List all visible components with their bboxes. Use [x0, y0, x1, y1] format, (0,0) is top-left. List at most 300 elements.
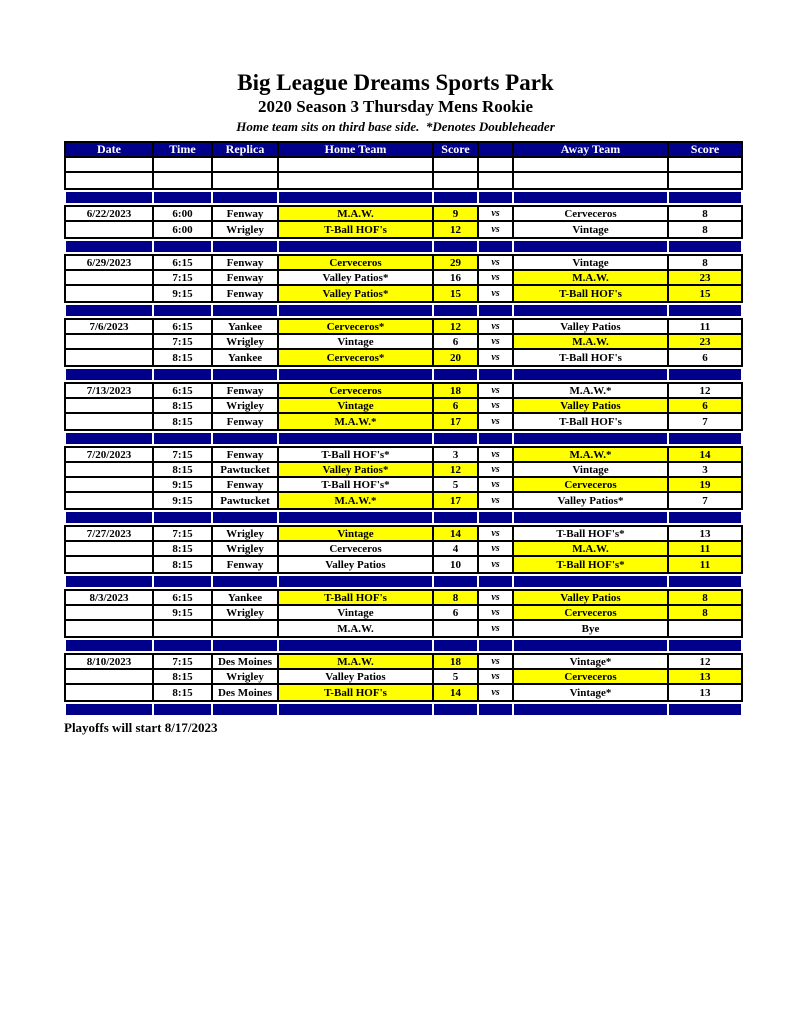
game-row — [66, 286, 741, 301]
away-team-cell: M.A.W.* — [514, 384, 669, 397]
home-team-cell: M.A.W. — [279, 207, 434, 220]
separator-row — [66, 431, 741, 446]
date-cell — [66, 493, 154, 508]
replica-cell: Fenway — [213, 414, 279, 429]
column-header-home-score-cell: Score — [434, 143, 479, 156]
separator-cell — [279, 512, 434, 523]
time-cell — [154, 158, 213, 171]
vs-cell: vs — [479, 207, 514, 220]
separator-cell — [479, 433, 514, 444]
vs-cell: vs — [479, 384, 514, 397]
home-team-cell: Cerveceros — [279, 542, 434, 555]
vs-cell: vs — [479, 320, 514, 333]
replica-cell: Des Moines — [213, 685, 279, 700]
away-score-cell — [669, 173, 741, 188]
separator-cell — [669, 640, 741, 651]
blank-row — [66, 158, 741, 173]
separator-cell — [154, 192, 213, 203]
time-cell: 6:15 — [154, 256, 213, 269]
home-score-cell: 12 — [434, 222, 479, 237]
home-score-cell: 12 — [434, 463, 479, 476]
time-cell: 9:15 — [154, 606, 213, 619]
replica-cell: Fenway — [213, 478, 279, 491]
away-score-cell: 14 — [669, 448, 741, 461]
home-score-cell: 6 — [434, 606, 479, 619]
separator-cell — [154, 576, 213, 587]
separator-cell — [279, 576, 434, 587]
time-cell: 7:15 — [154, 448, 213, 461]
replica-cell — [213, 158, 279, 171]
separator-row — [66, 510, 741, 525]
separator-cell — [514, 576, 669, 587]
home-score-cell — [434, 621, 479, 636]
separator-cell — [514, 369, 669, 380]
time-cell: 7:15 — [154, 527, 213, 540]
away-score-cell: 6 — [669, 399, 741, 412]
away-team-cell: Vintage* — [514, 685, 669, 700]
separator-cell — [669, 305, 741, 316]
separator-cell — [669, 576, 741, 587]
away-team-cell: M.A.W.* — [514, 448, 669, 461]
separator-cell — [479, 369, 514, 380]
replica-cell — [213, 173, 279, 188]
home-team-cell: Valley Patios* — [279, 271, 434, 284]
separator-cell — [669, 433, 741, 444]
home-team-cell: Vintage — [279, 335, 434, 348]
away-team-cell: Vintage* — [514, 655, 669, 668]
home-score-cell: 5 — [434, 478, 479, 491]
separator-cell — [669, 369, 741, 380]
separator-cell — [154, 512, 213, 523]
replica-cell: Des Moines — [213, 655, 279, 668]
away-score-cell: 11 — [669, 320, 741, 333]
separator-cell — [479, 704, 514, 715]
home-team-cell: T-Ball HOF's* — [279, 478, 434, 491]
home-team-cell: Valley Patios* — [279, 463, 434, 476]
replica-cell — [213, 621, 279, 636]
separator-cell — [514, 512, 669, 523]
game-row — [66, 350, 741, 365]
away-team-cell: Vintage — [514, 222, 669, 237]
date-cell — [66, 414, 154, 429]
date-cell: 7/27/2023 — [66, 527, 154, 540]
game-row — [66, 606, 741, 621]
date-cell — [66, 621, 154, 636]
replica-cell: Wrigley — [213, 606, 279, 619]
vs-cell: vs — [479, 542, 514, 555]
separator-cell — [514, 640, 669, 651]
page-title: Big League Dreams Sports Park — [237, 70, 554, 95]
separator-cell — [66, 369, 154, 380]
away-team-cell: Valley Patios — [514, 399, 669, 412]
home-team-cell — [279, 158, 434, 171]
separator-cell — [514, 241, 669, 252]
column-header-date-cell: Date — [66, 143, 154, 156]
separator-cell — [434, 704, 479, 715]
away-score-cell: 13 — [669, 685, 741, 700]
date-cell — [66, 158, 154, 171]
date-cell — [66, 399, 154, 412]
time-cell: 9:15 — [154, 478, 213, 491]
game-row — [66, 414, 741, 429]
away-score-cell: 3 — [669, 463, 741, 476]
separator-cell — [479, 192, 514, 203]
home-score-cell: 10 — [434, 557, 479, 572]
separator-cell — [213, 640, 279, 651]
date-cell — [66, 286, 154, 301]
separator-cell — [66, 241, 154, 252]
away-team-cell: Cerveceros — [514, 670, 669, 683]
away-score-cell: 7 — [669, 414, 741, 429]
separator-cell — [434, 433, 479, 444]
time-cell: 7:15 — [154, 335, 213, 348]
column-header-time-cell: Time — [154, 143, 213, 156]
replica-cell: Wrigley — [213, 335, 279, 348]
replica-cell: Wrigley — [213, 670, 279, 683]
separator-cell — [279, 433, 434, 444]
vs-cell: vs — [479, 527, 514, 540]
game-row — [66, 591, 741, 606]
vs-cell: vs — [479, 414, 514, 429]
game-row — [66, 542, 741, 557]
separator-cell — [514, 192, 669, 203]
home-score-cell: 14 — [434, 527, 479, 540]
away-score-cell: 11 — [669, 557, 741, 572]
time-cell: 8:15 — [154, 670, 213, 683]
home-score-cell: 17 — [434, 493, 479, 508]
away-score-cell: 13 — [669, 527, 741, 540]
separator-row — [66, 190, 741, 205]
game-row — [66, 557, 741, 572]
home-score-cell: 3 — [434, 448, 479, 461]
away-team-cell — [514, 158, 669, 171]
game-row — [66, 207, 741, 222]
table-section — [64, 141, 743, 190]
date-cell: 6/22/2023 — [66, 207, 154, 220]
vs-cell: vs — [479, 478, 514, 491]
column-header-away-team-cell: Away Team — [514, 143, 669, 156]
time-cell: 6:15 — [154, 320, 213, 333]
table-section — [64, 525, 743, 574]
vs-cell: vs — [479, 591, 514, 604]
vs-cell: vs — [479, 463, 514, 476]
blank-row — [66, 173, 741, 188]
vs-cell: vs — [479, 685, 514, 700]
away-team-cell: Vintage — [514, 256, 669, 269]
table-section — [64, 205, 743, 239]
separator-cell — [669, 192, 741, 203]
home-team-cell: Vintage — [279, 399, 434, 412]
table-section — [64, 254, 743, 303]
vs-cell: vs — [479, 493, 514, 508]
away-team-cell: Valley Patios — [514, 320, 669, 333]
date-cell — [66, 350, 154, 365]
away-score-cell: 8 — [669, 256, 741, 269]
home-score-cell: 9 — [434, 207, 479, 220]
time-cell: 8:15 — [154, 685, 213, 700]
separator-cell — [213, 192, 279, 203]
home-team-cell: Valley Patios — [279, 670, 434, 683]
separator-cell — [213, 369, 279, 380]
time-cell: 6:00 — [154, 207, 213, 220]
vs-cell: vs — [479, 222, 514, 237]
vs-cell: vs — [479, 335, 514, 348]
game-row — [66, 685, 741, 700]
separator-cell — [479, 241, 514, 252]
game-row — [66, 271, 741, 286]
separator-row — [66, 638, 741, 653]
game-row — [66, 399, 741, 414]
home-team-cell: M.A.W. — [279, 621, 434, 636]
separator-cell — [669, 512, 741, 523]
date-cell — [66, 606, 154, 619]
separator-cell — [479, 640, 514, 651]
separator-cell — [669, 704, 741, 715]
home-team-cell: Cerveceros* — [279, 320, 434, 333]
separator-cell — [279, 305, 434, 316]
home-team-cell: Cerveceros — [279, 256, 434, 269]
away-score-cell: 7 — [669, 493, 741, 508]
home-score-cell: 17 — [434, 414, 479, 429]
time-cell: 8:15 — [154, 350, 213, 365]
replica-cell: Fenway — [213, 256, 279, 269]
home-score-cell: 18 — [434, 384, 479, 397]
home-team-cell: Valley Patios — [279, 557, 434, 572]
away-score-cell: 12 — [669, 384, 741, 397]
separator-cell — [434, 576, 479, 587]
home-team-cell: M.A.W.* — [279, 414, 434, 429]
game-row — [66, 655, 741, 670]
separator-cell — [66, 433, 154, 444]
date-cell — [66, 173, 154, 188]
date-cell — [66, 542, 154, 555]
game-row — [66, 256, 741, 271]
replica-cell: Wrigley — [213, 542, 279, 555]
vs-cell: vs — [479, 399, 514, 412]
separator-cell — [154, 640, 213, 651]
separator-cell — [279, 241, 434, 252]
separator-row — [66, 574, 741, 589]
replica-cell: Yankee — [213, 591, 279, 604]
time-cell: 8:15 — [154, 557, 213, 572]
table-section — [64, 589, 743, 638]
vs-cell: vs — [479, 271, 514, 284]
time-cell: 7:15 — [154, 271, 213, 284]
home-team-cell: T-Ball HOF's — [279, 685, 434, 700]
away-score-cell — [669, 621, 741, 636]
away-team-cell: M.A.W. — [514, 271, 669, 284]
replica-cell: Fenway — [213, 557, 279, 572]
separator-cell — [434, 512, 479, 523]
game-row — [66, 478, 741, 493]
away-score-cell: 12 — [669, 655, 741, 668]
vs-cell — [479, 173, 514, 188]
separator-cell — [213, 576, 279, 587]
vs-cell: vs — [479, 655, 514, 668]
away-team-cell: Bye — [514, 621, 669, 636]
date-cell — [66, 685, 154, 700]
replica-cell: Fenway — [213, 384, 279, 397]
replica-cell: Wrigley — [213, 222, 279, 237]
home-score-cell: 12 — [434, 320, 479, 333]
home-score-cell — [434, 173, 479, 188]
date-cell: 8/10/2023 — [66, 655, 154, 668]
away-team-cell: Cerveceros — [514, 606, 669, 619]
game-row — [66, 335, 741, 350]
home-team-cell: M.A.W.* — [279, 493, 434, 508]
home-team-cell: Cerveceros* — [279, 350, 434, 365]
column-header-home-team-cell: Home Team — [279, 143, 434, 156]
date-cell — [66, 463, 154, 476]
replica-cell: Fenway — [213, 271, 279, 284]
separator-cell — [213, 433, 279, 444]
time-cell: 6:00 — [154, 222, 213, 237]
separator-cell — [66, 512, 154, 523]
separator-cell — [514, 433, 669, 444]
vs-cell: vs — [479, 670, 514, 683]
separator-cell — [669, 241, 741, 252]
separator-cell — [279, 369, 434, 380]
date-cell: 7/13/2023 — [66, 384, 154, 397]
separator-cell — [434, 192, 479, 203]
time-cell: 8:15 — [154, 414, 213, 429]
separator-cell — [479, 512, 514, 523]
separator-row — [66, 239, 741, 254]
game-row — [66, 621, 741, 636]
away-score-cell: 23 — [669, 271, 741, 284]
game-row — [66, 527, 741, 542]
vs-cell: vs — [479, 621, 514, 636]
separator-cell — [514, 305, 669, 316]
date-cell: 7/6/2023 — [66, 320, 154, 333]
replica-cell: Pawtucket — [213, 463, 279, 476]
table-section — [64, 382, 743, 431]
away-score-cell: 8 — [669, 222, 741, 237]
vs-cell: vs — [479, 286, 514, 301]
home-team-cell: T-Ball HOF's* — [279, 448, 434, 461]
separator-cell — [279, 192, 434, 203]
date-cell — [66, 335, 154, 348]
away-team-cell: T-Ball HOF's — [514, 286, 669, 301]
home-score-cell: 20 — [434, 350, 479, 365]
vs-cell: vs — [479, 256, 514, 269]
time-cell: 9:15 — [154, 286, 213, 301]
column-header-away-score-cell: Score — [669, 143, 741, 156]
separator-cell — [213, 704, 279, 715]
home-score-cell: 4 — [434, 542, 479, 555]
table-section — [64, 446, 743, 510]
separator-cell — [279, 704, 434, 715]
date-cell: 8/3/2023 — [66, 591, 154, 604]
away-score-cell: 11 — [669, 542, 741, 555]
away-team-cell: T-Ball HOF's* — [514, 557, 669, 572]
time-cell: 8:15 — [154, 399, 213, 412]
separator-cell — [213, 305, 279, 316]
separator-cell — [154, 433, 213, 444]
away-team-cell: Cerveceros — [514, 478, 669, 491]
home-team-cell: Vintage — [279, 527, 434, 540]
home-score-cell: 5 — [434, 670, 479, 683]
separator-cell — [66, 192, 154, 203]
home-team-cell: Valley Patios* — [279, 286, 434, 301]
separator-cell — [479, 576, 514, 587]
game-row — [66, 320, 741, 335]
vs-cell: vs — [479, 557, 514, 572]
away-score-cell: 15 — [669, 286, 741, 301]
game-row — [66, 222, 741, 237]
time-cell: 8:15 — [154, 463, 213, 476]
separator-row — [66, 367, 741, 382]
home-score-cell: 6 — [434, 335, 479, 348]
separator-cell — [213, 241, 279, 252]
separator-cell — [479, 305, 514, 316]
title-block — [0, 0, 791, 136]
time-cell: 6:15 — [154, 591, 213, 604]
vs-cell: vs — [479, 606, 514, 619]
replica-cell: Wrigley — [213, 527, 279, 540]
away-team-cell: Valley Patios* — [514, 493, 669, 508]
away-team-cell: M.A.W. — [514, 335, 669, 348]
date-cell — [66, 271, 154, 284]
away-score-cell: 8 — [669, 591, 741, 604]
game-row — [66, 493, 741, 508]
away-team-cell: T-Ball HOF's — [514, 414, 669, 429]
game-row — [66, 384, 741, 399]
separator-cell — [434, 241, 479, 252]
home-score-cell: 29 — [434, 256, 479, 269]
separator-cell — [66, 305, 154, 316]
time-cell: 6:15 — [154, 384, 213, 397]
vs-cell — [479, 158, 514, 171]
schedule-table — [64, 141, 743, 717]
separator-cell — [154, 241, 213, 252]
replica-cell: Pawtucket — [213, 493, 279, 508]
time-cell: 8:15 — [154, 542, 213, 555]
game-row — [66, 670, 741, 685]
separator-cell — [154, 369, 213, 380]
away-team-cell — [514, 173, 669, 188]
separator-cell — [434, 305, 479, 316]
home-score-cell — [434, 158, 479, 171]
away-team-cell: M.A.W. — [514, 542, 669, 555]
playoffs-note: Playoffs will start 8/17/2023 — [64, 720, 218, 735]
page-subtitle: 2020 Season 3 Thursday Mens Rookie — [257, 97, 534, 116]
separator-cell — [66, 704, 154, 715]
away-team-cell: Cerveceros — [514, 207, 669, 220]
away-score-cell: 8 — [669, 606, 741, 619]
home-score-cell: 14 — [434, 685, 479, 700]
date-cell — [66, 222, 154, 237]
away-team-cell: Vintage — [514, 463, 669, 476]
away-score-cell: 19 — [669, 478, 741, 491]
date-cell: 6/29/2023 — [66, 256, 154, 269]
table-section — [64, 318, 743, 367]
separator-cell — [66, 640, 154, 651]
away-score-cell — [669, 158, 741, 171]
vs-cell: vs — [479, 350, 514, 365]
away-score-cell: 23 — [669, 335, 741, 348]
home-score-cell: 16 — [434, 271, 479, 284]
home-team-cell: T-Ball HOF's — [279, 222, 434, 237]
separator-cell — [434, 640, 479, 651]
replica-cell: Fenway — [213, 448, 279, 461]
replica-cell: Yankee — [213, 320, 279, 333]
vs-cell: vs — [479, 448, 514, 461]
separator-cell — [66, 576, 154, 587]
header-row — [66, 143, 741, 158]
replica-cell: Wrigley — [213, 399, 279, 412]
replica-cell: Fenway — [213, 207, 279, 220]
